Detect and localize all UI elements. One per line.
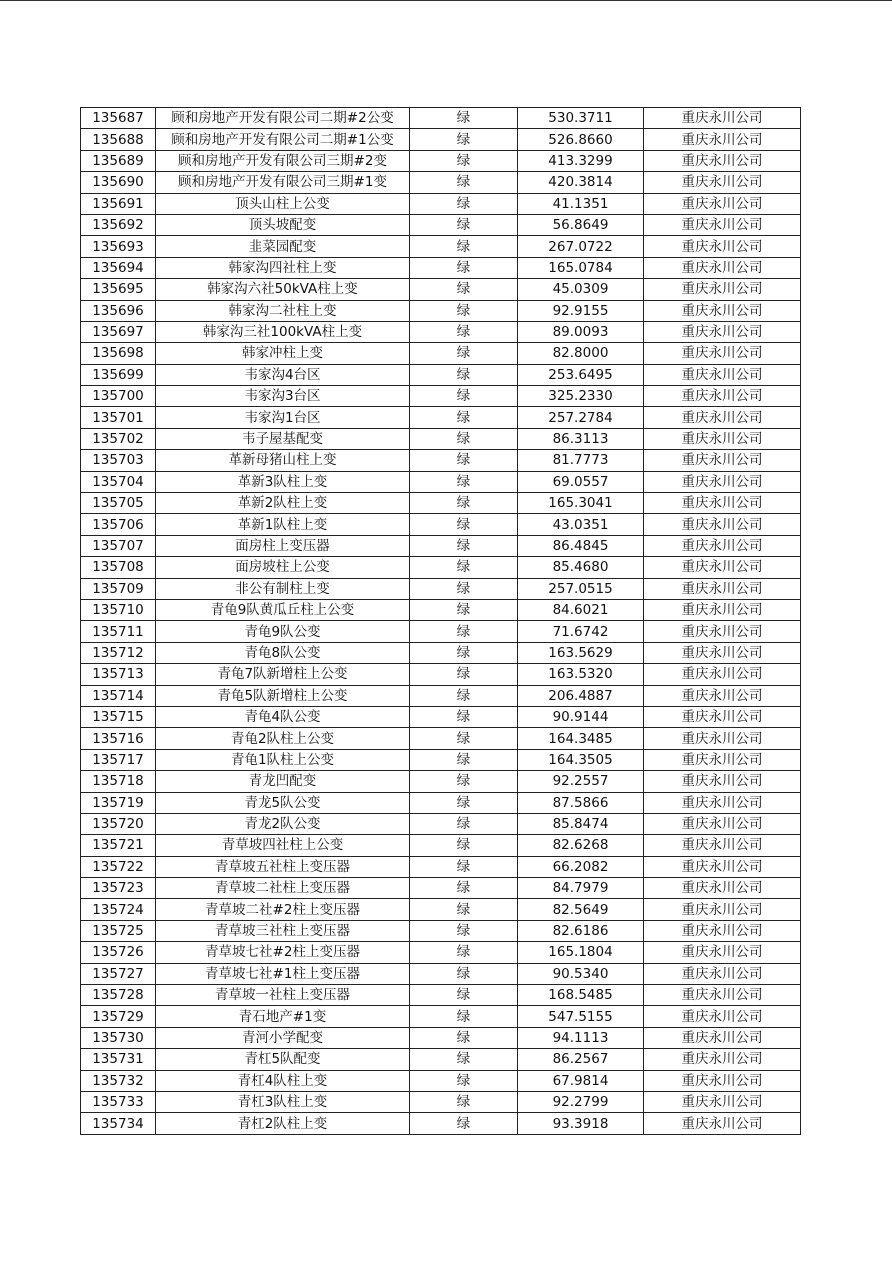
company-cell: 重庆永川公司 [644,621,801,642]
company-cell: 重庆永川公司 [644,1091,801,1112]
transformer-name-cell: 革新1队柱上变 [156,514,410,535]
value-cell: 67.9814 [518,1070,644,1091]
table-row [81,129,801,150]
company-cell: 重庆永川公司 [644,193,801,214]
company-cell: 重庆永川公司 [644,428,801,449]
value-cell: 413.3299 [518,150,644,171]
table-row [81,321,801,342]
transformer-name-cell: 革新母猪山柱上变 [156,450,410,471]
transformer-name-cell: 韩家沟四社柱上变 [156,257,410,278]
row-id-cell: 135688 [81,129,156,150]
status-color-cell: 绿 [410,1049,518,1070]
row-id-cell: 135711 [81,621,156,642]
value-cell: 93.3918 [518,1113,644,1134]
value-cell: 82.5649 [518,899,644,920]
company-cell: 重庆永川公司 [644,150,801,171]
value-cell: 164.3505 [518,749,644,770]
value-cell: 86.4845 [518,535,644,556]
row-id-cell: 135723 [81,878,156,899]
company-cell: 重庆永川公司 [644,1049,801,1070]
value-cell: 163.5629 [518,642,644,663]
company-cell: 重庆永川公司 [644,343,801,364]
status-color-cell: 绿 [410,493,518,514]
value-cell: 84.6021 [518,599,644,620]
table-row [81,835,801,856]
status-color-cell: 绿 [410,835,518,856]
transformer-name-cell: 青草坡七社#2柱上变压器 [156,942,410,963]
table-row [81,1091,801,1112]
transformer-name-cell: 顶头坡配变 [156,214,410,235]
status-color-cell: 绿 [410,129,518,150]
value-cell: 94.1113 [518,1027,644,1048]
row-id-cell: 135708 [81,557,156,578]
table-row [81,407,801,428]
status-color-cell: 绿 [410,514,518,535]
company-cell: 重庆永川公司 [644,813,801,834]
status-color-cell: 绿 [410,214,518,235]
transformer-name-cell: 青草坡二社柱上变压器 [156,878,410,899]
table-row [81,985,801,1006]
value-cell: 530.3711 [518,108,644,129]
row-id-cell: 135696 [81,300,156,321]
value-cell: 85.8474 [518,813,644,834]
value-cell: 89.0093 [518,321,644,342]
company-cell: 重庆永川公司 [644,1027,801,1048]
value-cell: 84.7979 [518,878,644,899]
transformer-name-cell: 青石地产#1变 [156,1006,410,1027]
row-id-cell: 135732 [81,1070,156,1091]
table-row [81,150,801,171]
value-cell: 257.0515 [518,578,644,599]
row-id-cell: 135715 [81,706,156,727]
row-id-cell: 135702 [81,428,156,449]
company-cell: 重庆永川公司 [644,920,801,941]
row-id-cell: 135700 [81,386,156,407]
value-cell: 41.1351 [518,193,644,214]
value-cell: 56.8649 [518,214,644,235]
row-id-cell: 135718 [81,771,156,792]
table-row [81,813,801,834]
row-id-cell: 135691 [81,193,156,214]
table-row [81,193,801,214]
row-id-cell: 135690 [81,172,156,193]
status-color-cell: 绿 [410,963,518,984]
row-id-cell: 135717 [81,749,156,770]
table-row [81,1070,801,1091]
row-id-cell: 135705 [81,493,156,514]
value-cell: 85.4680 [518,557,644,578]
status-color-cell: 绿 [410,279,518,300]
table-row [81,557,801,578]
table-row [81,899,801,920]
value-cell: 164.3485 [518,728,644,749]
company-cell: 重庆永川公司 [644,664,801,685]
transformer-name-cell: 韦家沟4台区 [156,364,410,385]
transformer-name-cell: 青草坡三社柱上变压器 [156,920,410,941]
company-cell: 重庆永川公司 [644,108,801,129]
table-row [81,771,801,792]
transformer-name-cell: 青河小学配变 [156,1027,410,1048]
status-color-cell: 绿 [410,535,518,556]
status-color-cell: 绿 [410,450,518,471]
status-color-cell: 绿 [410,1091,518,1112]
transformer-name-cell: 革新3队柱上变 [156,471,410,492]
value-cell: 92.2557 [518,771,644,792]
status-color-cell: 绿 [410,407,518,428]
company-cell: 重庆永川公司 [644,728,801,749]
status-color-cell: 绿 [410,471,518,492]
status-color-cell: 绿 [410,621,518,642]
value-cell: 86.2567 [518,1049,644,1070]
company-cell: 重庆永川公司 [644,878,801,899]
row-id-cell: 135720 [81,813,156,834]
company-cell: 重庆永川公司 [644,942,801,963]
value-cell: 92.2799 [518,1091,644,1112]
status-color-cell: 绿 [410,172,518,193]
transformer-name-cell: 面房坡柱上公变 [156,557,410,578]
company-cell: 重庆永川公司 [644,129,801,150]
row-id-cell: 135695 [81,279,156,300]
table-row [81,685,801,706]
transformer-name-cell: 青杠4队柱上变 [156,1070,410,1091]
table-row [81,621,801,642]
transformer-name-cell: 青龟5队新增柱上公变 [156,685,410,706]
company-cell: 重庆永川公司 [644,321,801,342]
value-cell: 87.5866 [518,792,644,813]
transformer-name-cell: 面房柱上变压器 [156,535,410,556]
table-row [81,493,801,514]
transformer-name-cell: 非公有制柱上变 [156,578,410,599]
table-row [81,279,801,300]
table-row [81,1049,801,1070]
value-cell: 69.0557 [518,471,644,492]
value-cell: 165.0784 [518,257,644,278]
row-id-cell: 135724 [81,899,156,920]
table-row [81,706,801,727]
value-cell: 45.0309 [518,279,644,300]
status-color-cell: 绿 [410,771,518,792]
row-id-cell: 135726 [81,942,156,963]
row-id-cell: 135730 [81,1027,156,1048]
status-color-cell: 绿 [410,193,518,214]
value-cell: 165.3041 [518,493,644,514]
status-color-cell: 绿 [410,386,518,407]
company-cell: 重庆永川公司 [644,214,801,235]
transformer-name-cell: 韦家沟1台区 [156,407,410,428]
value-cell: 163.5320 [518,664,644,685]
table-row [81,792,801,813]
status-color-cell: 绿 [410,685,518,706]
value-cell: 168.5485 [518,985,644,1006]
value-cell: 206.4887 [518,685,644,706]
transformer-name-cell: 韩家沟二社柱上变 [156,300,410,321]
table-row [81,300,801,321]
transformer-name-cell: 顾和房地产开发有限公司三期#1变 [156,172,410,193]
status-color-cell: 绿 [410,428,518,449]
value-cell: 325.2330 [518,386,644,407]
transformer-name-cell: 顶头山柱上公变 [156,193,410,214]
transformer-name-cell: 青龟9队黄瓜丘柱上公变 [156,599,410,620]
transformer-name-cell: 青龟1队柱上公变 [156,749,410,770]
value-cell: 253.6495 [518,364,644,385]
company-cell: 重庆永川公司 [644,706,801,727]
company-cell: 重庆永川公司 [644,279,801,300]
value-cell: 43.0351 [518,514,644,535]
transformer-name-cell: 韭菜园配变 [156,236,410,257]
table-body [81,108,801,1135]
company-cell: 重庆永川公司 [644,557,801,578]
company-cell: 重庆永川公司 [644,172,801,193]
table-row [81,856,801,877]
row-id-cell: 135722 [81,856,156,877]
row-id-cell: 135716 [81,728,156,749]
status-color-cell: 绿 [410,749,518,770]
row-id-cell: 135704 [81,471,156,492]
transformer-name-cell: 青龙凹配变 [156,771,410,792]
table-row [81,535,801,556]
row-id-cell: 135707 [81,535,156,556]
row-id-cell: 135699 [81,364,156,385]
transformer-name-cell: 青龟4队公变 [156,706,410,727]
table-row [81,172,801,193]
value-cell: 82.6186 [518,920,644,941]
transformer-name-cell: 韦子屋基配变 [156,428,410,449]
transformer-name-cell: 韦家沟3台区 [156,386,410,407]
company-cell: 重庆永川公司 [644,257,801,278]
company-cell: 重庆永川公司 [644,963,801,984]
value-cell: 86.3113 [518,428,644,449]
company-cell: 重庆永川公司 [644,985,801,1006]
transformer-name-cell: 顾和房地产开发有限公司二期#1公变 [156,129,410,150]
row-id-cell: 135733 [81,1091,156,1112]
status-color-cell: 绿 [410,899,518,920]
company-cell: 重庆永川公司 [644,514,801,535]
transformer-name-cell: 青杠2队柱上变 [156,1113,410,1134]
table-row [81,749,801,770]
transformer-name-cell: 青草坡二社#2柱上变压器 [156,899,410,920]
row-id-cell: 135709 [81,578,156,599]
row-id-cell: 135698 [81,343,156,364]
company-cell: 重庆永川公司 [644,493,801,514]
transformer-name-cell: 青龟8队公变 [156,642,410,663]
company-cell: 重庆永川公司 [644,471,801,492]
status-color-cell: 绿 [410,985,518,1006]
company-cell: 重庆永川公司 [644,856,801,877]
status-color-cell: 绿 [410,813,518,834]
status-color-cell: 绿 [410,920,518,941]
table-row [81,471,801,492]
transformer-name-cell: 韩家沟三社100kVA柱上变 [156,321,410,342]
table-row [81,108,801,129]
status-color-cell: 绿 [410,1113,518,1134]
table-row [81,514,801,535]
transformer-name-cell: 青龙5队公变 [156,792,410,813]
table-row [81,236,801,257]
status-color-cell: 绿 [410,343,518,364]
value-cell: 267.0722 [518,236,644,257]
company-cell: 重庆永川公司 [644,899,801,920]
status-color-cell: 绿 [410,728,518,749]
value-cell: 547.5155 [518,1006,644,1027]
row-id-cell: 135731 [81,1049,156,1070]
company-cell: 重庆永川公司 [644,792,801,813]
status-color-cell: 绿 [410,1006,518,1027]
company-cell: 重庆永川公司 [644,685,801,706]
transformer-name-cell: 青草坡五社柱上变压器 [156,856,410,877]
transformer-name-cell: 革新2队柱上变 [156,493,410,514]
company-cell: 重庆永川公司 [644,450,801,471]
company-cell: 重庆永川公司 [644,749,801,770]
status-color-cell: 绿 [410,942,518,963]
value-cell: 66.2082 [518,856,644,877]
transformer-name-cell: 青龟2队柱上公变 [156,728,410,749]
row-id-cell: 135693 [81,236,156,257]
table-row [81,450,801,471]
value-cell: 82.8000 [518,343,644,364]
company-cell: 重庆永川公司 [644,599,801,620]
company-cell: 重庆永川公司 [644,300,801,321]
transformer-name-cell: 青草坡七社#1柱上变压器 [156,963,410,984]
transformer-name-cell: 青草坡四社柱上公变 [156,835,410,856]
value-cell: 90.9144 [518,706,644,727]
status-color-cell: 绿 [410,706,518,727]
status-color-cell: 绿 [410,557,518,578]
value-cell: 82.6268 [518,835,644,856]
row-id-cell: 135725 [81,920,156,941]
status-color-cell: 绿 [410,792,518,813]
row-id-cell: 135728 [81,985,156,1006]
table-row [81,942,801,963]
status-color-cell: 绿 [410,599,518,620]
table-row [81,343,801,364]
transformer-name-cell: 青龟9队公变 [156,621,410,642]
status-color-cell: 绿 [410,856,518,877]
status-color-cell: 绿 [410,642,518,663]
status-color-cell: 绿 [410,236,518,257]
value-cell: 420.3814 [518,172,644,193]
row-id-cell: 135710 [81,599,156,620]
table-row [81,664,801,685]
company-cell: 重庆永川公司 [644,386,801,407]
company-cell: 重庆永川公司 [644,1006,801,1027]
company-cell: 重庆永川公司 [644,578,801,599]
row-id-cell: 135689 [81,150,156,171]
row-id-cell: 135727 [81,963,156,984]
status-color-cell: 绿 [410,578,518,599]
transformer-table [80,107,801,1135]
table-row [81,963,801,984]
row-id-cell: 135692 [81,214,156,235]
table-row [81,1113,801,1134]
page-top-rule [0,0,892,1]
status-color-cell: 绿 [410,664,518,685]
value-cell: 526.8660 [518,129,644,150]
transformer-name-cell: 韩家冲柱上变 [156,343,410,364]
status-color-cell: 绿 [410,257,518,278]
transformer-name-cell: 青龙2队公变 [156,813,410,834]
row-id-cell: 135694 [81,257,156,278]
transformer-name-cell: 青杠5队配变 [156,1049,410,1070]
table-row [81,578,801,599]
company-cell: 重庆永川公司 [644,236,801,257]
row-id-cell: 135697 [81,321,156,342]
status-color-cell: 绿 [410,321,518,342]
transformer-name-cell: 青草坡一社柱上变压器 [156,985,410,1006]
table-row [81,257,801,278]
table-row [81,642,801,663]
transformer-name-cell: 顾和房地产开发有限公司三期#2变 [156,150,410,171]
company-cell: 重庆永川公司 [644,642,801,663]
row-id-cell: 135712 [81,642,156,663]
value-cell: 257.2784 [518,407,644,428]
company-cell: 重庆永川公司 [644,364,801,385]
transformer-name-cell: 顾和房地产开发有限公司二期#2公变 [156,108,410,129]
table-row [81,1006,801,1027]
row-id-cell: 135703 [81,450,156,471]
company-cell: 重庆永川公司 [644,835,801,856]
transformer-name-cell: 青杠3队柱上变 [156,1091,410,1112]
table-row [81,878,801,899]
status-color-cell: 绿 [410,364,518,385]
status-color-cell: 绿 [410,1027,518,1048]
row-id-cell: 135706 [81,514,156,535]
table-row [81,920,801,941]
value-cell: 81.7773 [518,450,644,471]
row-id-cell: 135734 [81,1113,156,1134]
company-cell: 重庆永川公司 [644,1070,801,1091]
transformer-name-cell: 韩家沟六社50kVA柱上变 [156,279,410,300]
company-cell: 重庆永川公司 [644,771,801,792]
company-cell: 重庆永川公司 [644,407,801,428]
row-id-cell: 135721 [81,835,156,856]
status-color-cell: 绿 [410,300,518,321]
row-id-cell: 135687 [81,108,156,129]
table-row [81,364,801,385]
table-row [81,428,801,449]
status-color-cell: 绿 [410,150,518,171]
value-cell: 92.9155 [518,300,644,321]
company-cell: 重庆永川公司 [644,1113,801,1134]
status-color-cell: 绿 [410,878,518,899]
table-row [81,214,801,235]
row-id-cell: 135714 [81,685,156,706]
transformer-name-cell: 青龟7队新增柱上公变 [156,664,410,685]
table-row [81,728,801,749]
company-cell: 重庆永川公司 [644,535,801,556]
row-id-cell: 135729 [81,1006,156,1027]
row-id-cell: 135719 [81,792,156,813]
value-cell: 71.6742 [518,621,644,642]
row-id-cell: 135701 [81,407,156,428]
table-row [81,386,801,407]
table-row [81,1027,801,1048]
status-color-cell: 绿 [410,108,518,129]
value-cell: 165.1804 [518,942,644,963]
value-cell: 90.5340 [518,963,644,984]
status-color-cell: 绿 [410,1070,518,1091]
row-id-cell: 135713 [81,664,156,685]
table-row [81,599,801,620]
